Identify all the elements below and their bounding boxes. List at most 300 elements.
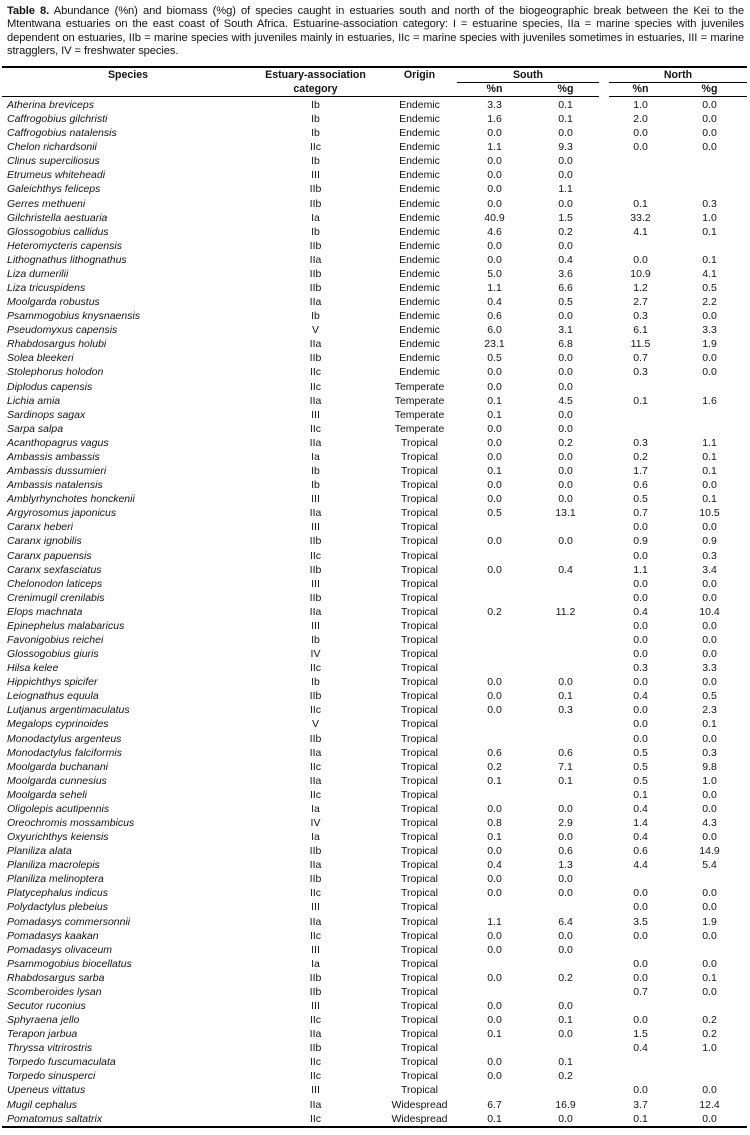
column-gap	[599, 915, 609, 929]
north-percent-n-cell: 0.0	[633, 732, 648, 745]
column-gap	[599, 1041, 609, 1055]
south-percent-n-cell: 0.1	[487, 1028, 502, 1041]
north-percent-n-cell: 2.7	[633, 296, 648, 309]
column-gap	[599, 999, 609, 1013]
origin-cell: Endemic	[399, 183, 440, 196]
origin-cell: Tropical	[401, 971, 438, 984]
column-gap	[599, 408, 609, 422]
estuary-category-cell: IIa	[309, 1028, 322, 1041]
north-percent-n-cell: 0.0	[633, 633, 648, 646]
column-gap	[599, 380, 609, 394]
table-header	[2, 66, 747, 96]
estuary-category-cell: IIa	[309, 859, 322, 872]
north-percent-g-cell: 2.2	[702, 296, 717, 309]
north-percent-g-cell: 0.0	[702, 577, 717, 590]
south-percent-n-cell: 1.1	[487, 141, 502, 154]
table-row	[2, 746, 747, 760]
estuary-category-cell: III	[311, 619, 320, 632]
table-row	[2, 661, 747, 675]
north-percent-n-cell: 0.0	[633, 887, 648, 900]
north-percent-g-cell: 0.0	[702, 310, 717, 323]
south-percent-g-cell: 0.5	[558, 296, 573, 309]
north-percent-g-cell: 0.0	[702, 366, 717, 379]
north-percent-n-cell: 2.0	[633, 113, 648, 126]
species-name-cell: Crenimugil crenilabis	[7, 591, 105, 604]
estuary-category-cell: Ib	[311, 676, 320, 689]
south-percent-g-cell: 16.9	[555, 1098, 576, 1111]
table-row	[2, 351, 747, 365]
estuary-category-cell: IIa	[309, 338, 322, 351]
origin-cell: Tropical	[401, 887, 438, 900]
south-percent-g-cell: 1.5	[558, 211, 573, 224]
north-percent-g-cell: 0.0	[702, 887, 717, 900]
north-percent-n-cell: 0.4	[633, 690, 648, 703]
estuary-category-cell: IIc	[309, 887, 322, 900]
table-row	[2, 197, 747, 211]
north-percent-g-cell: 0.0	[702, 113, 717, 126]
origin-cell: Endemic	[399, 310, 440, 323]
origin-cell: Temperate	[394, 380, 445, 393]
column-gap	[599, 900, 609, 914]
table-row	[2, 943, 747, 957]
north-percent-n-cell	[609, 999, 672, 1013]
species-name-cell: Atherina breviceps	[7, 99, 94, 111]
column-gap	[599, 788, 609, 802]
south-percent-n-cell: 1.6	[487, 113, 502, 126]
south-percent-n-cell: 0.1	[487, 1112, 502, 1125]
header-south-percent-n: %n	[486, 83, 503, 95]
south-percent-g-cell	[532, 633, 599, 647]
column-gap	[599, 365, 609, 379]
north-percent-g-cell: 0.0	[702, 1112, 717, 1125]
north-percent-g-cell: 0.0	[702, 648, 717, 661]
estuary-category-cell: IIa	[309, 296, 322, 309]
estuary-category-cell: IIb	[309, 535, 322, 548]
north-percent-n-cell	[609, 1069, 672, 1083]
south-percent-g-cell: 0.0	[558, 479, 573, 492]
header-north-percent-g: %g	[701, 83, 718, 95]
north-percent-n-cell: 0.0	[633, 929, 648, 942]
south-percent-n-cell: 0.5	[487, 352, 502, 365]
species-name-cell: Caranx sexfasciatus	[7, 563, 102, 576]
south-percent-g-cell	[532, 732, 599, 746]
north-percent-n-cell	[609, 154, 672, 168]
estuary-category-cell: III	[311, 169, 320, 182]
north-percent-n-cell: 1.2	[633, 282, 648, 295]
column-gap	[599, 140, 609, 154]
north-percent-g-cell: 12.4	[699, 1098, 720, 1111]
column-gap	[599, 816, 609, 830]
south-percent-n-cell: 0.0	[487, 197, 502, 210]
south-percent-n-cell	[457, 647, 532, 661]
north-percent-g-cell: 0.0	[702, 1084, 717, 1097]
origin-cell: Tropical	[401, 535, 438, 548]
table-row	[2, 365, 747, 379]
north-percent-n-cell: 0.6	[633, 845, 648, 858]
column-gap	[599, 534, 609, 548]
estuary-category-cell: IIa	[309, 915, 322, 928]
estuary-category-cell: Ib	[311, 155, 320, 168]
south-percent-n-cell	[457, 900, 532, 914]
column-gap	[599, 478, 609, 492]
south-percent-g-cell: 0.0	[558, 155, 573, 168]
north-percent-g-cell: 0.1	[702, 718, 717, 731]
south-percent-n-cell: 40.9	[484, 211, 505, 224]
origin-cell: Tropical	[401, 479, 438, 492]
table-row	[2, 506, 747, 520]
origin-cell: Endemic	[399, 282, 440, 295]
column-gap	[599, 957, 609, 971]
south-percent-g-cell: 0.0	[558, 535, 573, 548]
north-percent-g-cell: 0.0	[702, 521, 717, 534]
north-percent-g-cell	[672, 154, 747, 168]
north-percent-n-cell: 4.1	[633, 225, 648, 238]
origin-cell: Widespread	[391, 1098, 448, 1111]
north-percent-g-cell	[672, 1069, 747, 1083]
estuary-category-cell: Ib	[311, 310, 320, 323]
south-percent-g-cell	[532, 900, 599, 914]
column-gap	[599, 1112, 609, 1126]
column-gap	[599, 450, 609, 464]
north-percent-g-cell	[672, 999, 747, 1013]
table-row	[2, 675, 747, 689]
south-percent-g-cell: 0.0	[558, 450, 573, 463]
origin-cell: Tropical	[401, 859, 438, 872]
table-row	[2, 774, 747, 788]
north-percent-g-cell: 10.4	[699, 605, 720, 618]
table-row	[2, 971, 747, 985]
north-percent-n-cell: 0.4	[633, 1042, 648, 1055]
header-rule-right-segment	[609, 96, 747, 97]
species-name-cell: Moolgarda cunnesius	[7, 774, 107, 787]
origin-cell: Endemic	[399, 113, 440, 126]
table-row	[2, 408, 747, 422]
north-percent-n-cell: 11.5	[630, 338, 651, 351]
north-percent-n-cell: 0.0	[633, 549, 648, 562]
estuary-category-cell: IIb	[309, 282, 322, 295]
north-percent-n-cell: 1.1	[633, 563, 648, 576]
table-row	[2, 239, 747, 253]
estuary-category-cell: IV	[310, 816, 321, 829]
table-row	[2, 323, 747, 337]
south-percent-g-cell: 0.4	[558, 253, 573, 266]
species-name-cell: Lithognathus lithognathus	[7, 253, 127, 266]
species-name-cell: Etrumeus whiteheadi	[7, 169, 106, 182]
origin-cell: Tropical	[401, 493, 438, 506]
south-percent-g-cell	[532, 1041, 599, 1055]
table-row	[2, 1041, 747, 1055]
south-percent-n-cell: 0.1	[487, 831, 502, 844]
estuary-category-cell: IIb	[309, 985, 322, 998]
species-name-cell: Ambassis dussumieri	[7, 465, 107, 478]
north-percent-n-cell: 0.4	[633, 605, 648, 618]
north-percent-n-cell	[609, 408, 672, 422]
south-percent-g-cell: 0.6	[558, 746, 573, 759]
column-gap	[599, 506, 609, 520]
south-percent-g-cell: 0.0	[558, 943, 573, 956]
north-percent-g-cell: 0.0	[702, 127, 717, 140]
south-percent-n-cell: 1.1	[487, 282, 502, 295]
south-percent-n-cell: 4.6	[487, 225, 502, 238]
north-percent-g-cell: 0.5	[702, 282, 717, 295]
south-percent-n-cell: 0.8	[487, 816, 502, 829]
south-percent-g-cell: 0.0	[558, 676, 573, 689]
table-row	[2, 915, 747, 929]
south-percent-n-cell	[457, 1041, 532, 1055]
species-name-cell: Scomberoides lysan	[7, 985, 102, 998]
column-gap	[599, 1083, 609, 1097]
south-percent-n-cell: 0.2	[487, 605, 502, 618]
north-percent-g-cell: 0.0	[702, 788, 717, 801]
north-percent-n-cell: 0.1	[633, 788, 648, 801]
south-percent-g-cell: 3.6	[558, 267, 573, 280]
origin-cell: Tropical	[401, 605, 438, 618]
south-percent-g-cell	[532, 647, 599, 661]
column-gap	[599, 337, 609, 351]
column-gap	[599, 647, 609, 661]
north-percent-n-cell: 0.5	[633, 746, 648, 759]
origin-cell: Temperate	[394, 394, 445, 407]
species-name-cell: Mugil cephalus	[7, 1098, 78, 1111]
north-percent-g-cell: 0.0	[702, 901, 717, 914]
south-percent-g-cell: 0.2	[558, 225, 573, 238]
origin-cell: Endemic	[399, 197, 440, 210]
north-percent-n-cell: 0.0	[633, 901, 648, 914]
south-percent-n-cell: 0.0	[487, 929, 502, 942]
estuary-category-cell: IIb	[309, 1042, 322, 1055]
estuary-category-cell: IIb	[309, 563, 322, 576]
north-percent-g-cell: 2.3	[702, 704, 717, 717]
south-percent-g-cell: 0.0	[558, 310, 573, 323]
column-gap	[599, 717, 609, 731]
column-gap	[599, 182, 609, 196]
south-percent-n-cell: 0.0	[487, 704, 502, 717]
north-percent-n-cell: 0.0	[633, 521, 648, 534]
origin-cell: Tropical	[401, 704, 438, 717]
north-percent-g-cell	[672, 872, 747, 886]
species-name-cell: Monodactylus falciformis	[7, 746, 122, 759]
column-gap	[599, 436, 609, 450]
north-percent-g-cell: 0.3	[702, 746, 717, 759]
origin-cell: Tropical	[401, 985, 438, 998]
estuary-category-cell: IIa	[309, 605, 322, 618]
south-percent-g-cell	[532, 661, 599, 675]
column-gap	[599, 168, 609, 182]
estuary-category-cell: IIa	[309, 253, 322, 266]
table-row	[2, 1083, 747, 1097]
north-percent-g-cell: 0.1	[702, 493, 717, 506]
north-percent-g-cell: 0.5	[702, 690, 717, 703]
species-name-cell: Moolgarda robustus	[7, 296, 100, 309]
north-percent-g-cell: 0.0	[702, 352, 717, 365]
column-gap	[599, 577, 609, 591]
column-gap	[599, 929, 609, 943]
south-percent-n-cell: 3.3	[487, 99, 502, 111]
south-percent-n-cell: 0.0	[487, 1056, 502, 1069]
origin-cell: Tropical	[401, 760, 438, 773]
header-south-percent-g: %g	[557, 83, 574, 95]
table-row	[2, 689, 747, 703]
column-gap	[599, 492, 609, 506]
table-row	[2, 816, 747, 830]
column-gap	[599, 1013, 609, 1027]
south-percent-g-cell: 0.0	[558, 408, 573, 421]
estuary-category-cell: III	[311, 493, 320, 506]
south-percent-n-cell: 0.0	[487, 450, 502, 463]
species-name-cell: Megalops cyprinoides	[7, 718, 109, 731]
column-gap	[599, 394, 609, 408]
north-percent-n-cell: 0.3	[633, 366, 648, 379]
table-row	[2, 380, 747, 394]
north-percent-n-cell	[609, 239, 672, 253]
south-percent-n-cell: 0.0	[487, 436, 502, 449]
species-name-cell: Chelonodon laticeps	[7, 577, 103, 590]
north-percent-n-cell: 0.5	[633, 774, 648, 787]
south-percent-g-cell: 0.0	[558, 169, 573, 182]
south-percent-g-cell	[532, 957, 599, 971]
estuary-category-cell: IIc	[309, 422, 322, 435]
table-row	[2, 1013, 747, 1027]
estuary-category-cell: III	[311, 1000, 320, 1012]
north-percent-n-cell: 0.7	[633, 352, 648, 365]
table-row	[2, 337, 747, 351]
header-north-percent-n: %n	[632, 83, 649, 95]
species-name-cell: Torpedo fuscumaculata	[7, 1056, 116, 1069]
estuary-category-cell: IIc	[309, 1014, 322, 1027]
species-name-cell: Planiliza melinoptera	[7, 873, 104, 886]
origin-cell: Endemic	[399, 239, 440, 252]
north-percent-n-cell: 0.0	[633, 591, 648, 604]
origin-cell: Endemic	[399, 141, 440, 154]
column-gap	[599, 520, 609, 534]
south-percent-g-cell: 0.0	[558, 239, 573, 252]
origin-cell: Tropical	[401, 1028, 438, 1041]
table-row	[2, 436, 747, 450]
column-gap	[599, 774, 609, 788]
estuary-category-cell: IV	[310, 648, 321, 661]
south-percent-n-cell: 0.0	[487, 479, 502, 492]
north-percent-n-cell: 0.2	[633, 450, 648, 463]
column-gap	[599, 844, 609, 858]
origin-cell: Tropical	[401, 577, 438, 590]
south-percent-n-cell	[457, 549, 532, 563]
origin-cell: Endemic	[399, 169, 440, 182]
north-percent-n-cell	[609, 943, 672, 957]
table-row	[2, 211, 747, 225]
estuary-category-cell: Ib	[311, 633, 320, 646]
table-row	[2, 732, 747, 746]
north-percent-g-cell: 0.0	[702, 831, 717, 844]
estuary-category-cell: IIc	[309, 366, 322, 379]
origin-cell: Tropical	[401, 1014, 438, 1027]
origin-cell: Endemic	[399, 253, 440, 266]
north-percent-n-cell: 0.9	[633, 535, 648, 548]
table-row	[2, 267, 747, 281]
south-percent-g-cell: 0.1	[558, 1014, 573, 1027]
south-percent-n-cell: 0.4	[487, 859, 502, 872]
south-percent-n-cell: 0.4	[487, 296, 502, 309]
estuary-category-cell: III	[311, 901, 320, 914]
north-percent-n-cell: 0.7	[633, 507, 648, 520]
north-percent-n-cell: 0.1	[633, 394, 648, 407]
north-percent-g-cell: 4.3	[702, 816, 717, 829]
south-percent-n-cell	[457, 788, 532, 802]
north-percent-n-cell: 3.5	[633, 915, 648, 928]
south-percent-g-cell: 0.0	[558, 366, 573, 379]
north-percent-n-cell: 4.4	[633, 859, 648, 872]
origin-cell: Tropical	[401, 873, 438, 886]
origin-cell: Tropical	[401, 1042, 438, 1055]
north-percent-n-cell: 0.1	[633, 197, 648, 210]
species-name-cell: Amblyrhynchotes honckenii	[7, 493, 135, 506]
table-row	[2, 1027, 747, 1041]
estuary-category-cell: III	[311, 521, 320, 534]
origin-cell: Tropical	[401, 1084, 438, 1097]
south-percent-n-cell: 0.6	[487, 310, 502, 323]
north-percent-n-cell: 0.0	[633, 141, 648, 154]
origin-cell: Tropical	[401, 450, 438, 463]
column-gap	[599, 985, 609, 999]
north-percent-n-cell: 33.2	[630, 211, 651, 224]
table-row	[2, 422, 747, 436]
column-gap	[599, 605, 609, 619]
south-percent-n-cell: 0.0	[487, 380, 502, 393]
south-percent-g-cell: 0.0	[558, 465, 573, 478]
species-name-cell: Diplodus capensis	[7, 380, 93, 393]
origin-cell: Tropical	[401, 915, 438, 928]
origin-cell: Tropical	[401, 845, 438, 858]
species-name-cell: Epinephelus malabaricus	[7, 619, 125, 632]
table-row	[2, 802, 747, 816]
column-gap	[599, 591, 609, 605]
south-percent-n-cell: 0.0	[487, 169, 502, 182]
estuary-category-cell: IIb	[309, 732, 322, 745]
north-percent-n-cell: 1.5	[633, 1028, 648, 1041]
north-percent-n-cell: 0.6	[633, 479, 648, 492]
north-percent-g-cell: 0.0	[702, 619, 717, 632]
north-percent-g-cell: 0.0	[702, 141, 717, 154]
north-percent-g-cell: 0.1	[702, 450, 717, 463]
north-percent-g-cell: 9.8	[702, 760, 717, 773]
north-percent-n-cell: 0.0	[633, 718, 648, 731]
origin-cell: Tropical	[401, 507, 438, 520]
north-percent-n-cell: 0.3	[633, 436, 648, 449]
north-percent-g-cell	[672, 422, 747, 436]
species-name-cell: Leiognathus equula	[7, 690, 99, 703]
north-percent-n-cell: 0.4	[633, 831, 648, 844]
table-caption-label: Table 8.	[7, 5, 50, 17]
south-percent-g-cell: 0.3	[558, 704, 573, 717]
south-percent-g-cell: 0.0	[558, 1028, 573, 1041]
north-percent-g-cell	[672, 943, 747, 957]
estuary-category-cell: IIc	[309, 662, 322, 675]
origin-cell: Tropical	[401, 774, 438, 787]
north-percent-g-cell: 3.3	[702, 662, 717, 675]
estuary-category-cell: Ib	[311, 225, 320, 238]
south-percent-n-cell: 0.0	[487, 239, 502, 252]
origin-cell: Tropical	[401, 788, 438, 801]
north-percent-g-cell: 0.0	[702, 591, 717, 604]
table-row	[2, 492, 747, 506]
estuary-category-cell: III	[311, 943, 320, 956]
species-name-cell: Platycephalus indicus	[7, 887, 108, 900]
south-percent-g-cell: 0.4	[558, 563, 573, 576]
table-row	[2, 985, 747, 999]
north-percent-n-cell: 0.0	[633, 648, 648, 661]
estuary-category-cell: IIb	[309, 352, 322, 365]
south-percent-g-cell	[532, 788, 599, 802]
estuary-category-cell: IIb	[309, 197, 322, 210]
